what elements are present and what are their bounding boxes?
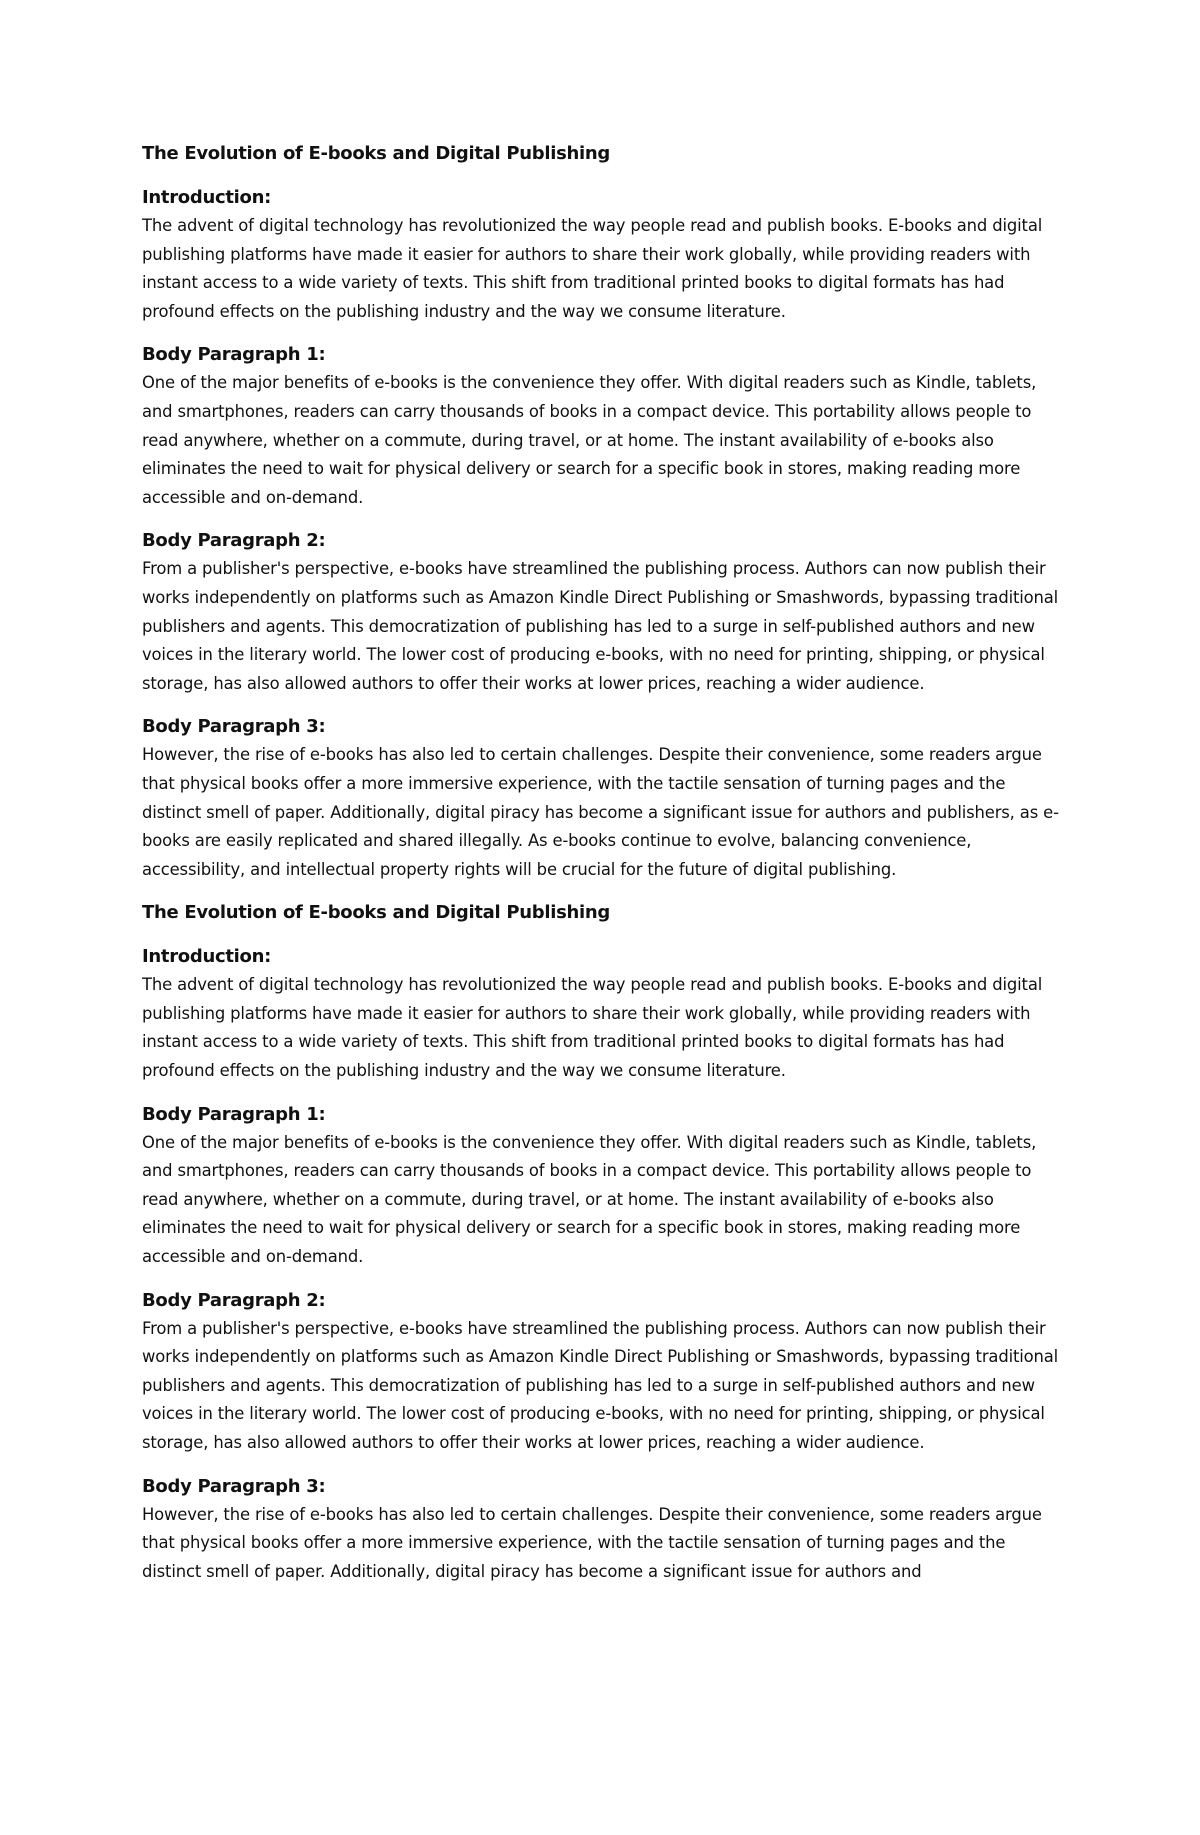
section-heading: Introduction: xyxy=(142,946,271,968)
section-heading: Body Paragraph 1: xyxy=(142,1103,326,1125)
section-body-paragraph-1 xyxy=(142,343,1067,512)
section-heading: Introduction: xyxy=(142,187,271,208)
section-paragraph: However, the rise of e-books has also led to certain challenges. Despite their convenience, some readers argue that physical books offer a more immersive experience, with the tactile sensation of turning pages and the distinct smell of paper. Additionally, digital piracy has become a significant issue for authors and publishers, as e-books are easily replicated and shared illegally. As e-books continue to evolve, balancing convenience, accessibility, and intellectual property rights will be crucial for the future of digital publishing. xyxy=(142,745,1059,879)
section-paragraph: One of the major benefits of e-books is the convenience they offer. With digital readers such as Kindle, tablets, and smartphones, readers can carry thousands of books in a compact device. This portability allows people to read anywhere, whether on a commute, during travel, or at home. The instant availability of e-books also eliminates the need to wait for physical delivery or search for a specific book in stores, making reading more accessible and on-demand. xyxy=(142,1132,1037,1267)
document-title: The Evolution of E-books and Digital Publishing xyxy=(142,143,610,164)
section-introduction xyxy=(142,945,1067,1085)
section-heading: Body Paragraph 3: xyxy=(142,716,326,738)
section-heading: Body Paragraph 2: xyxy=(142,1289,326,1311)
section-heading: Body Paragraph 1: xyxy=(142,344,326,366)
section-body-paragraph-3 xyxy=(142,715,1067,884)
section-paragraph: One of the major benefits of e-books is the convenience they offer. With digital readers such as Kindle, tablets, and smartphones, readers can carry thousands of books in a compact device. This portability allows people to read anywhere, whether on a commute, during travel, or at home. The instant availability of e-books also eliminates the need to wait for physical delivery or search for a specific book in stores, making reading more accessible and on-demand. xyxy=(142,373,1037,507)
section-paragraph: However, the rise of e-books has also led to certain challenges. Despite their convenience, some readers argue that physical books offer a more immersive experience, with the tactile sensation of turning pages and the distinct smell of paper. Additionally, digital piracy has become a significant issue for authors and xyxy=(142,1504,1042,1581)
essay-block xyxy=(142,901,1067,1586)
section-paragraph: The advent of digital technology has revolutionized the way people read and publish books. E-books and digital publishing platforms have made it easier for authors to share their work globally, while providing readers with instant access to a wide variety of texts. This shift from traditional printed books to digital formats has had profound effects on the publishing industry and the way we consume literature. xyxy=(142,216,1043,321)
section-heading: Body Paragraph 3: xyxy=(142,1475,326,1497)
essay-block xyxy=(142,142,1067,884)
section-paragraph: From a publisher's perspective, e-books have streamlined the publishing process. Authors can now publish their works independently on platforms such as Amazon Kindle Direct Publishing or Smashwords, bypassing traditional publishers and agents. This democratization of publishing has led to a surge in self-published authors and new voices in the literary world. The lower cost of producing e-books, with no need for printing, shipping, or physical storage, has also allowed authors to offer their works at lower prices, reaching a wider audience. xyxy=(142,1318,1059,1452)
section-body-paragraph-2 xyxy=(142,1289,1067,1458)
section-introduction xyxy=(142,186,1067,326)
section-body-paragraph-3 xyxy=(142,1475,1067,1587)
section-heading: Body Paragraph 2: xyxy=(142,530,326,552)
section-paragraph: The advent of digital technology has revolutionized the way people read and publish books. E-books and digital publishing platforms have made it easier for authors to share their work globally, while providing readers with instant access to a wide variety of texts. This shift from traditional printed books to digital formats has had profound effects on the publishing industry and the way we consume literature. xyxy=(142,975,1043,1081)
section-body-paragraph-2 xyxy=(142,529,1067,698)
section-body-paragraph-1 xyxy=(142,1103,1067,1272)
document-title: The Evolution of E-books and Digital Publishing xyxy=(142,902,610,924)
document-page xyxy=(142,142,1067,1603)
section-paragraph: From a publisher's perspective, e-books have streamlined the publishing process. Authors can now publish their works independently on platforms such as Amazon Kindle Direct Publishing or Smashwords, bypassing traditional publishers and agents. This democratization of publishing has led to a surge in self-published authors and new voices in the literary world. The lower cost of producing e-books, with no need for printing, shipping, or physical storage, has also allowed authors to offer their works at lower prices, reaching a wider audience. xyxy=(142,559,1059,693)
